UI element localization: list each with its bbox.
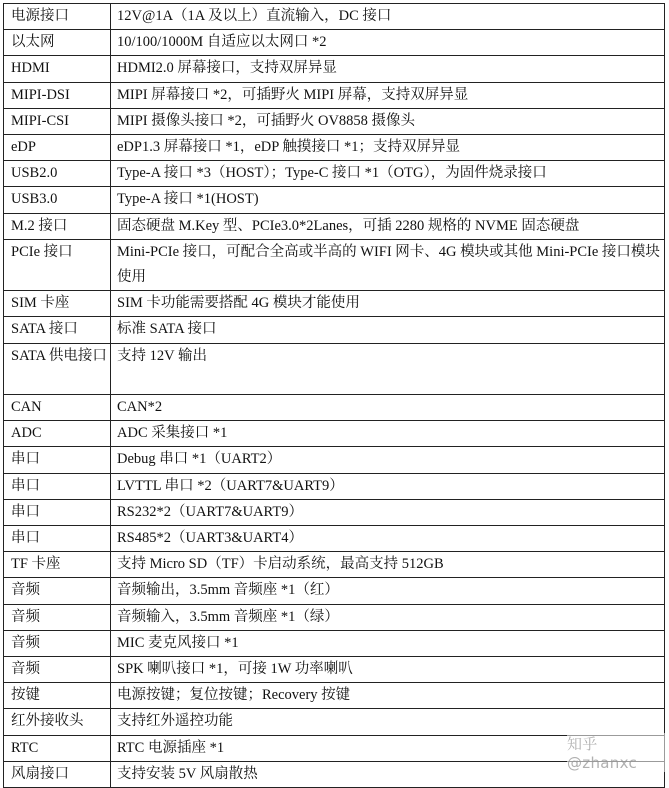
row-key: USB3.0 <box>4 187 111 213</box>
table-row <box>4 395 665 421</box>
table-row <box>4 552 665 578</box>
table-row <box>4 135 665 161</box>
row-value: eDP1.3 屏幕接口 *1，eDP 触摸接口 *1；支持双屏异显 <box>111 135 665 161</box>
row-key: 音频 <box>4 630 111 656</box>
row-value: 固态硬盘 M.Key 型、PCIe3.0*2Lanes，可插 2280 规格的 NVME 固态硬盘 <box>111 213 665 239</box>
row-value: 电源按键；复位按键；Recovery 按键 <box>111 683 665 709</box>
row-key: M.2 接口 <box>4 213 111 239</box>
row-key: 音频 <box>4 657 111 683</box>
row-key: eDP <box>4 135 111 161</box>
table-row <box>4 161 665 187</box>
table-row <box>4 187 665 213</box>
table-row <box>4 343 665 394</box>
row-key: 红外接收头 <box>4 709 111 735</box>
row-key: 串口 <box>4 499 111 525</box>
table-row <box>4 473 665 499</box>
row-key: 串口 <box>4 473 111 499</box>
table-row <box>4 630 665 656</box>
row-key: CAN <box>4 395 111 421</box>
row-value: 支持安装 5V 风扇散热 <box>111 761 665 787</box>
row-value: 支持 12V 输出 <box>111 343 665 394</box>
row-value: LVTTL 串口 *2（UART7&UART9） <box>111 473 665 499</box>
row-value: RTC 电源插座 *1 <box>111 735 665 761</box>
table-row <box>4 239 665 290</box>
row-value: MIC 麦克风接口 *1 <box>111 630 665 656</box>
row-key: 以太网 <box>4 30 111 56</box>
row-key: PCIe 接口 <box>4 239 111 290</box>
table-row <box>4 735 665 761</box>
row-value: RS232*2（UART7&UART9） <box>111 499 665 525</box>
row-key: MIPI-CSI <box>4 108 111 134</box>
table-row <box>4 317 665 343</box>
row-value: Debug 串口 *1（UART2） <box>111 447 665 473</box>
row-key: RTC <box>4 735 111 761</box>
row-key: USB2.0 <box>4 161 111 187</box>
table-row <box>4 709 665 735</box>
row-value: 10/100/1000M 自适应以太网口 *2 <box>111 30 665 56</box>
row-value: MIPI 屏幕接口 *2，可插野火 MIPI 屏幕，支持双屏异显 <box>111 82 665 108</box>
spec-table <box>3 3 665 788</box>
row-value: 支持 Micro SD（TF）卡启动系统，最高支持 512GB <box>111 552 665 578</box>
row-value: SIM 卡功能需要搭配 4G 模块才能使用 <box>111 291 665 317</box>
table-row <box>4 421 665 447</box>
row-key: 串口 <box>4 447 111 473</box>
row-value: 音频输出，3.5mm 音频座 *1（红） <box>111 578 665 604</box>
row-key: 音频 <box>4 604 111 630</box>
table-row <box>4 4 665 30</box>
row-value: 标准 SATA 接口 <box>111 317 665 343</box>
row-value: 支持红外遥控功能 <box>111 709 665 735</box>
row-value: 12V@1A（1A 及以上）直流输入，DC 接口 <box>111 4 665 30</box>
table-row <box>4 108 665 134</box>
table-row <box>4 82 665 108</box>
row-key: SATA 接口 <box>4 317 111 343</box>
row-value: RS485*2（UART3&UART4） <box>111 526 665 552</box>
table-row <box>4 761 665 787</box>
row-value: Type-A 接口 *1(HOST) <box>111 187 665 213</box>
row-value: ADC 采集接口 *1 <box>111 421 665 447</box>
row-key: 串口 <box>4 526 111 552</box>
table-row <box>4 499 665 525</box>
row-value: CAN*2 <box>111 395 665 421</box>
table-row <box>4 683 665 709</box>
table-row <box>4 657 665 683</box>
row-key: ADC <box>4 421 111 447</box>
row-value: SPK 喇叭接口 *1，可接 1W 功率喇叭 <box>111 657 665 683</box>
table-row <box>4 447 665 473</box>
row-key: SIM 卡座 <box>4 291 111 317</box>
table-row <box>4 213 665 239</box>
table-row <box>4 30 665 56</box>
row-value: HDMI2.0 屏幕接口，支持双屏异显 <box>111 56 665 82</box>
table-row <box>4 526 665 552</box>
row-key: SATA 供电接口 <box>4 343 111 394</box>
watermark: 知乎 @zhanxc <box>567 733 669 772</box>
row-key: HDMI <box>4 56 111 82</box>
table-row <box>4 578 665 604</box>
table-row <box>4 56 665 82</box>
row-key: 风扇接口 <box>4 761 111 787</box>
row-key: 按键 <box>4 683 111 709</box>
table-row <box>4 291 665 317</box>
row-value: Type-A 接口 *3（HOST）；Type-C 接口 *1（OTG），为固件烧录接口 <box>111 161 665 187</box>
row-key: 电源接口 <box>4 4 111 30</box>
row-value: MIPI 摄像头接口 *2，可插野火 OV8858 摄像头 <box>111 108 665 134</box>
row-key: 音频 <box>4 578 111 604</box>
row-key: TF 卡座 <box>4 552 111 578</box>
row-key: MIPI-DSI <box>4 82 111 108</box>
table-row <box>4 604 665 630</box>
row-value: Mini-PCIe 接口，可配合全高或半高的 WIFI 网卡、4G 模块或其他 Mini-PCIe 接口模块使用 <box>111 239 665 290</box>
row-value: 音频输入，3.5mm 音频座 *1（绿） <box>111 604 665 630</box>
